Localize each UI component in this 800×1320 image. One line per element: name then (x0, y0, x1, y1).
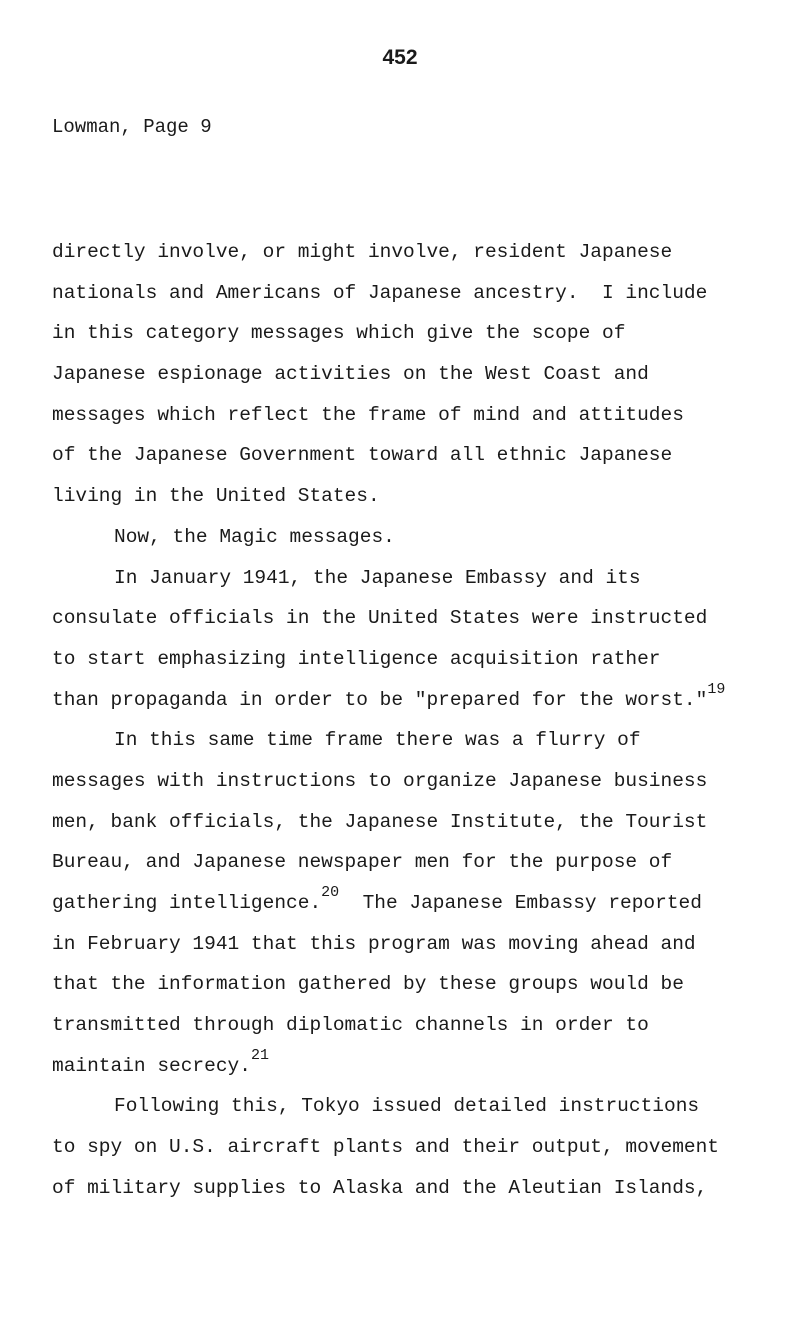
text-line: Bureau, and Japanese newspaper men for the purpose of (52, 851, 673, 874)
text-line: in this category messages which give the scope of (52, 322, 626, 345)
text-line: Now, the Magic messages. (114, 525, 395, 548)
text-line: nationals and Americans of Japanese ancestry. I include (52, 281, 708, 304)
line-text: gathering intelligence. (52, 892, 322, 914)
text-line (52, 680, 772, 721)
text-line: Japanese espionage activities on the West Coast and (52, 363, 649, 386)
text-line: of military supplies to Alaska and the Aleutian Islands, (52, 1176, 708, 1199)
line-text-continued: The Japanese Embassy reported (339, 892, 702, 914)
line-text: maintain secrecy. (52, 1054, 251, 1077)
text-line: in February 1941 that this program was moving ahead and (52, 932, 696, 955)
page-number: 452 (382, 46, 418, 69)
text-line: messages with instructions to organize Japanese business (52, 769, 708, 792)
footnote-marker: 19 (707, 680, 726, 698)
running-header: Lowman, Page 9 (52, 116, 212, 138)
text-line: In January 1941, the Japanese Embassy and its (114, 566, 641, 589)
text-line: that the information gathered by these groups would be (52, 973, 684, 996)
text-line: living in the United States. (52, 485, 380, 508)
footnote-marker: 21 (250, 1046, 269, 1064)
text-line: to start emphasizing intelligence acquisition rather (52, 647, 661, 670)
text-line: to spy on U.S. aircraft plants and their output, movement (52, 1136, 720, 1159)
line-text: than propaganda in order to be "prepared for the worst." (52, 688, 708, 711)
text-line: directly involve, or might involve, resident Japanese (52, 241, 673, 263)
text-line: men, bank officials, the Japanese Institute, the Tourist (52, 810, 708, 833)
text-line: In this same time frame there was a flurry of (114, 729, 641, 752)
text-line: messages which reflect the frame of mind and attitudes (52, 403, 684, 426)
text-line: Following this, Tokyo issued detailed instructions (114, 1095, 700, 1118)
text-line (52, 1046, 772, 1087)
text-line: consulate officials in the United States were instructed (52, 607, 708, 630)
text-line: transmitted through diplomatic channels in order to (52, 1014, 649, 1037)
footnote-marker: 20 (321, 884, 340, 901)
text-line (52, 883, 772, 924)
body-text (52, 232, 772, 1209)
text-line: of the Japanese Government toward all ethnic Japanese (52, 444, 673, 467)
